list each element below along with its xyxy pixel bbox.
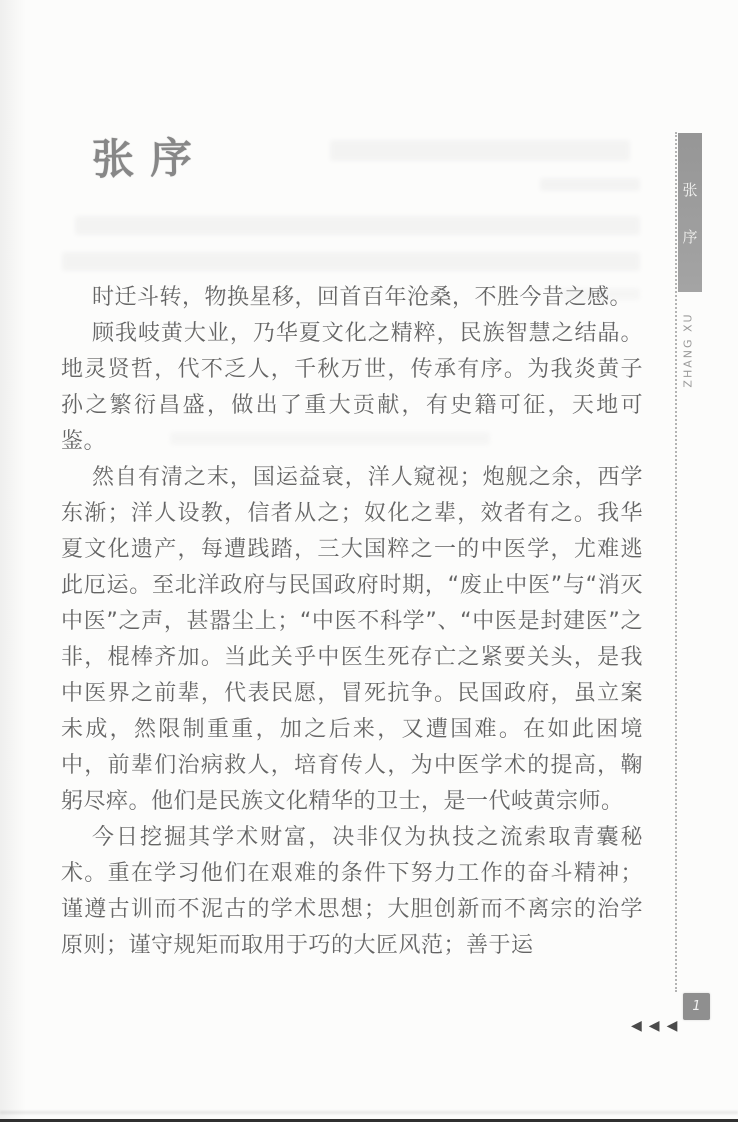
romanized-chapter-title: ZHANG XU [681, 312, 695, 388]
page-number-badge: 1 [683, 993, 710, 1020]
left-triangle-icon: ◀ [631, 1018, 642, 1034]
side-tab-char: 序 [682, 227, 698, 246]
chapter-title [91, 125, 192, 187]
left-triangle-icon: ◀ [666, 1018, 678, 1034]
left-triangle-icon: ◀ [648, 1018, 660, 1034]
body-paragraphs [61, 280, 643, 964]
bleedthrough-artifact [75, 216, 640, 235]
chapter-title-char: 序 [149, 133, 193, 183]
margin-dotted-rule [675, 132, 677, 992]
paragraph: 时迁斗转，物换星移，回首百年沧桑，不胜今昔之感。 [92, 285, 633, 310]
nav-arrows [631, 1019, 677, 1033]
page-gutter-shadow [0, 0, 26, 1122]
side-tab-char: 张 [682, 180, 698, 199]
bleedthrough-artifact [330, 140, 630, 161]
bleedthrough-artifact [540, 178, 640, 191]
bleedthrough-artifact [62, 252, 640, 271]
paragraph: 今日挖掘其学术财富，决非仅为执技之流索取青囊秘术。重在学习他们在艰难的条件下努力工作的奋斗精神；谨遵古训而不泥古的学术思想；大胆创新而不离宗的治学原则；谨守规矩而取用于巧的大匠风范；善于运 [61, 825, 643, 958]
chapter-side-tab [678, 133, 702, 292]
paragraph: 然自有清之末，国运益衰，洋人窥视；炮舰之余，西学东渐；洋人设教，信者从之；奴化之辈，效者有之。我华夏文化遗产，每遭践踏，三大国粹之一的中医学，尤难逃此厄运。至北洋政府与民国政府时期，“废止中医”与“消灭中医”之声，甚嚣尘上；“中医不科学”、“中医是封建医”之非，棍棒齐加。当此关乎中医生死存亡之紧要关头，是我中医界之前辈，代表民愿，冒死抗争。民国政府，虽立案未成，然限制重重，加之后来，又遭国难。在如此困境中，前辈们治病救人，培育传人，为中医学术的提高，鞠躬尽瘁。他们是民族文化精华的卫士，是一代岐黄宗师。 [61, 465, 643, 814]
chapter-title-char: 张 [91, 134, 135, 184]
paragraph: 顾我岐黄大业，乃华夏文化之精粹，民族智慧之结晶。地灵贤哲，代不乏人，千秋万世，传承有序。为我炎黄子孙之繁衍昌盛，做出了重大贡献，有史籍可征，天地可鉴。 [61, 321, 643, 454]
page-bottom-curl-shadow [0, 1111, 738, 1114]
